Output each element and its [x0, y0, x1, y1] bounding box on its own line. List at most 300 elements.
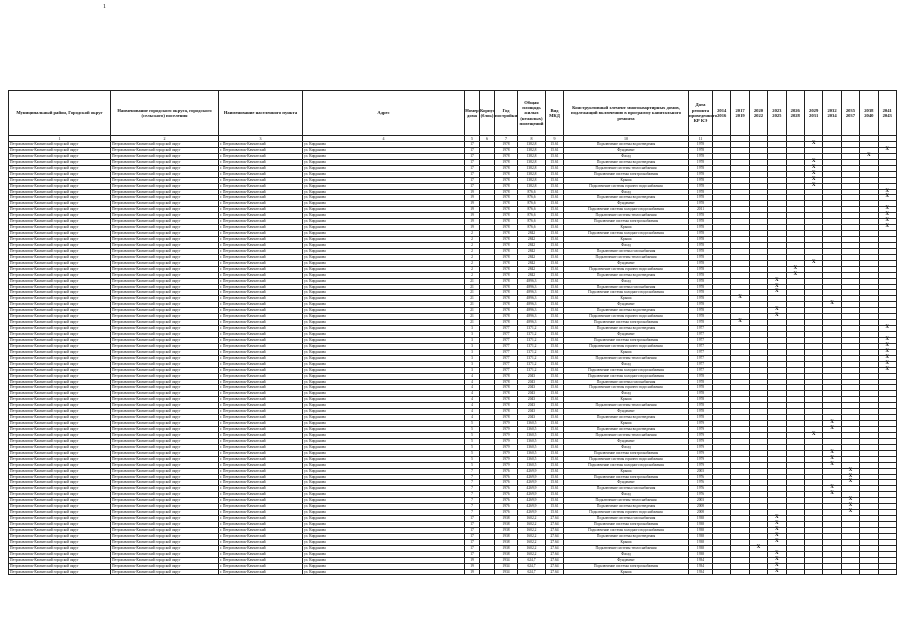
build-year-cell: 1978 [495, 373, 518, 379]
area-cell: 4896,3 [518, 302, 546, 308]
settlement-cell: Петропавловск-Камчатский городской округ [111, 242, 219, 248]
area-cell: 1360,5 [518, 438, 546, 444]
build-year-cell: 1978 [495, 284, 518, 290]
area-cell: 2043 [518, 397, 546, 403]
settlement-cell: Петропавловск-Камчатский городской округ [111, 349, 219, 355]
house-number-cell: 21 [465, 308, 480, 314]
municipal-district-cell: Петропавловск-Камчатский городской округ [9, 557, 111, 563]
municipal-district-cell: Петропавловск-Камчатский городской округ [9, 486, 111, 492]
municipal-district-cell: Петропавловск-Камчатский городской округ [9, 533, 111, 539]
house-number-cell: 4 [465, 373, 480, 379]
building-type-cell: 15.61 [546, 296, 564, 302]
house-number-cell: 17 [465, 516, 480, 522]
building-type-cell: 15.61 [546, 403, 564, 409]
column-header: Дата ремонта проведенного КР КЭ [689, 91, 713, 136]
house-number-cell: 5 [465, 456, 480, 462]
build-year-cell: 1978 [495, 201, 518, 207]
settlement-cell: Петропавловск-Камчатский городской округ [111, 527, 219, 533]
building-type-cell: 15.61 [546, 498, 564, 504]
period-mark-cell: X [768, 314, 786, 320]
address-cell: ул. Кирдянова [303, 349, 465, 355]
structural-element-cell: Подключение системы газоснабжения [564, 516, 689, 522]
structural-element-cell: Подключение системы горячего водоснабжения [564, 314, 689, 320]
area-cell: 1371,2 [518, 361, 546, 367]
house-number-cell: 7 [465, 468, 480, 474]
municipal-district-cell: Петропавловск-Камчатский городской округ [9, 415, 111, 421]
address-cell: ул. Кирдянова [303, 213, 465, 219]
building-type-cell: 15.61 [546, 492, 564, 498]
building-type-cell: 15.61 [546, 219, 564, 225]
house-number-cell: 5 [465, 432, 480, 438]
area-cell: 4896,3 [518, 308, 546, 314]
structural-element-cell: Подключение системы холодного водоснабжения [564, 231, 689, 237]
address-cell: ул. Кирдянова [303, 539, 465, 545]
locality-cell: г. Петропавловск-Камчатский [219, 385, 303, 391]
house-number-cell: 4 [465, 397, 480, 403]
period-cell [713, 569, 731, 575]
settlement-cell: Петропавловск-Камчатский городской округ [111, 510, 219, 516]
repair-date-cell: 2008 [689, 510, 713, 516]
area-cell: 2842 [518, 237, 546, 243]
building-type-cell: 15.61 [546, 385, 564, 391]
structural-element-cell: Фундамент [564, 260, 689, 266]
build-year-cell: 1976 [495, 510, 518, 516]
area-cell: 4269,9 [518, 504, 546, 510]
locality-cell: г. Петропавловск-Камчатский [219, 462, 303, 468]
settlement-cell: Петропавловск-Камчатский городской округ [111, 165, 219, 171]
house-number-cell: 21 [465, 284, 480, 290]
settlement-cell: Петропавловск-Камчатский городской округ [111, 569, 219, 575]
area-cell: 4269,9 [518, 480, 546, 486]
settlement-cell: Петропавловск-Камчатский городской округ [111, 159, 219, 165]
settlement-cell: Петропавловск-Камчатский городской округ [111, 320, 219, 326]
locality-cell: г. Петропавловск-Камчатский [219, 201, 303, 207]
locality-cell: г. Петропавловск-Камчатский [219, 254, 303, 260]
repair-date-cell: 1938 [689, 551, 713, 557]
area-cell: 4269,9 [518, 474, 546, 480]
building-type-cell: 15.61 [546, 153, 564, 159]
address-cell: ул. Кирдянова [303, 527, 465, 533]
house-number-cell: 7 [465, 510, 480, 516]
house-number-cell: 4 [465, 385, 480, 391]
repair-date-cell: 1979 [689, 432, 713, 438]
repair-date-cell: 1976 [689, 486, 713, 492]
column-header: Год постройки [495, 91, 518, 136]
area-cell: 2043 [518, 403, 546, 409]
locality-cell: г. Петропавловск-Камчатский [219, 438, 303, 444]
repair-date-cell: 1978 [689, 195, 713, 201]
repair-date-cell: 1979 [689, 444, 713, 450]
address-cell: ул. Кирдянова [303, 201, 465, 207]
house-number-cell: 2 [465, 248, 480, 254]
settlement-cell: Петропавловск-Камчатский городской округ [111, 183, 219, 189]
municipal-district-cell: Петропавловск-Камчатский городской округ [9, 153, 111, 159]
repair-date-cell: 2008 [689, 504, 713, 510]
house-number-cell: 21 [465, 314, 480, 320]
settlement-cell: Петропавловск-Камчатский городской округ [111, 302, 219, 308]
period-mark-cell: X [731, 320, 749, 326]
period-mark-cell: X [841, 468, 859, 474]
area-cell: 1602,2 [518, 516, 546, 522]
house-number-cell: 5 [465, 438, 480, 444]
structural-element-cell: Подключение системы электроснабжения [564, 474, 689, 480]
area-cell: 2043 [518, 409, 546, 415]
repair-date-cell: 1979 [689, 462, 713, 468]
municipal-district-cell: Петропавловск-Камчатский городской округ [9, 308, 111, 314]
build-year-cell: 1979 [495, 462, 518, 468]
build-year-cell: 1978 [495, 308, 518, 314]
structural-element-cell: Фасад [564, 153, 689, 159]
structural-element-cell: Подключение системы теплоснабжения [564, 355, 689, 361]
building-type-cell: 15.61 [546, 171, 564, 177]
build-year-cell: 1977 [495, 337, 518, 343]
repair-date-cell: 1979 [689, 421, 713, 427]
house-number-cell: 7 [465, 498, 480, 504]
structural-element-cell: Подключение системы водоотведения [564, 272, 689, 278]
area-cell: 1360,5 [518, 421, 546, 427]
period-mark-cell: X [768, 516, 786, 522]
house-number-cell: 5 [465, 427, 480, 433]
area-cell: 4896,3 [518, 314, 546, 320]
build-year-cell: 1938 [495, 545, 518, 551]
period-mark-cell: X [878, 337, 896, 343]
structural-element-cell: Подключение системы электроснабжения [564, 450, 689, 456]
structural-element-cell: Подключение системы холодного водоснабжения [564, 367, 689, 373]
house-number-cell: 19 [465, 213, 480, 219]
column-header: Муниципальный район, Городской округ [9, 91, 111, 136]
locality-cell: г. Петропавловск-Камчатский [219, 302, 303, 308]
settlement-cell: Петропавловск-Камчатский городской округ [111, 337, 219, 343]
period-mark-cell: X [804, 171, 822, 177]
period-mark-cell: X [768, 527, 786, 533]
area-cell: 1382,8 [518, 159, 546, 165]
period-mark-cell: X [768, 563, 786, 569]
building-type-cell: 15.61 [546, 302, 564, 308]
municipal-district-cell: Петропавловск-Камчатский городской округ [9, 409, 111, 415]
structural-element-cell: Подключение системы водоотведения [564, 427, 689, 433]
area-cell: 1602,2 [518, 545, 546, 551]
structural-element-cell: Подключение системы электроснабжения [564, 320, 689, 326]
area-cell: 2842 [518, 231, 546, 237]
period-mark-cell: X [768, 308, 786, 314]
area-cell: 4896,3 [518, 320, 546, 326]
house-number-cell: 19 [465, 189, 480, 195]
structural-element-cell: Подключение системы водоотведения [564, 142, 689, 148]
repair-date-cell: 1976 [689, 474, 713, 480]
address-cell: ул. Кирдянова [303, 557, 465, 563]
build-year-cell: 1938 [495, 522, 518, 528]
municipal-district-cell: Петропавловск-Камчатский городской округ [9, 385, 111, 391]
settlement-cell: Петропавловск-Камчатский городской округ [111, 397, 219, 403]
municipal-district-cell: Петропавловск-Камчатский городской округ [9, 195, 111, 201]
settlement-cell: Петропавловск-Камчатский городской округ [111, 207, 219, 213]
repair-date-cell: 1978 [689, 379, 713, 385]
address-cell: ул. Кирдянова [303, 563, 465, 569]
locality-cell: г. Петропавловск-Камчатский [219, 272, 303, 278]
structural-element-cell: Подключение системы холодного водоснабжения [564, 207, 689, 213]
municipal-district-cell: Петропавловск-Камчатский городской округ [9, 373, 111, 379]
settlement-cell: Петропавловск-Камчатский городской округ [111, 427, 219, 433]
building-type-cell: 15.61 [546, 231, 564, 237]
house-number-cell: 17 [465, 177, 480, 183]
structural-element-cell: Подключение системы водоотведения [564, 504, 689, 510]
municipal-district-cell: Петропавловск-Камчатский городской округ [9, 510, 111, 516]
build-year-cell: 1978 [495, 403, 518, 409]
area-cell: 2842 [518, 266, 546, 272]
municipal-district-cell: Петропавловск-Камчатский городской округ [9, 456, 111, 462]
settlement-cell: Петропавловск-Камчатский городской округ [111, 355, 219, 361]
municipal-district-cell: Петропавловск-Камчатский городской округ [9, 516, 111, 522]
column-number: 6 [480, 136, 495, 142]
address-cell: ул. Кирдянова [303, 278, 465, 284]
repair-date-cell: 1978 [689, 159, 713, 165]
building-type-cell: 15.61 [546, 432, 564, 438]
house-number-cell: 4 [465, 391, 480, 397]
settlement-cell: Петропавловск-Камчатский городской округ [111, 225, 219, 231]
house-number-cell: 17 [465, 171, 480, 177]
area-cell: 4896,3 [518, 284, 546, 290]
building-type-cell: 15.61 [546, 225, 564, 231]
locality-cell: г. Петропавловск-Камчатский [219, 237, 303, 243]
area-cell: 1360,5 [518, 456, 546, 462]
repair-date-cell: 1978 [689, 219, 713, 225]
repair-date-cell: 1978 [689, 296, 713, 302]
period-cell [804, 569, 822, 575]
municipal-district-cell: Петропавловск-Камчатский городской округ [9, 171, 111, 177]
area-cell: 876,6 [518, 195, 546, 201]
municipal-district-cell: Петропавловск-Камчатский городской округ [9, 504, 111, 510]
area-cell: 2043 [518, 379, 546, 385]
column-number: 3 [219, 136, 303, 142]
locality-cell: г. Петропавловск-Камчатский [219, 415, 303, 421]
municipal-district-cell: Петропавловск-Камчатский городской округ [9, 254, 111, 260]
area-cell: 4269,9 [518, 468, 546, 474]
repair-date-cell: 1978 [689, 225, 713, 231]
municipal-district-cell: Петропавловск-Камчатский городской округ [9, 421, 111, 427]
address-cell: ул. Кирдянова [303, 510, 465, 516]
column-number: 2 [111, 136, 219, 142]
address-cell: ул. Кирдянова [303, 159, 465, 165]
build-year-cell: 1978 [495, 159, 518, 165]
period-mark-cell: X [786, 266, 804, 272]
house-number-cell: 3 [465, 361, 480, 367]
locality-cell: г. Петропавловск-Камчатский [219, 177, 303, 183]
address-cell: ул. Кирдянова [303, 225, 465, 231]
house-number-cell: 21 [465, 296, 480, 302]
period-mark-cell: X [768, 290, 786, 296]
build-year-cell: 1977 [495, 361, 518, 367]
municipal-district-cell: Петропавловск-Камчатский городской округ [9, 361, 111, 367]
settlement-cell: Петропавловск-Камчатский городской округ [111, 361, 219, 367]
period-mark-cell: X [768, 533, 786, 539]
repair-date-cell: 1977 [689, 367, 713, 373]
municipal-district-cell: Петропавловск-Камчатский городской округ [9, 242, 111, 248]
column-header: Номер дома [465, 91, 480, 136]
locality-cell: г. Петропавловск-Камчатский [219, 337, 303, 343]
build-year-cell: 1976 [495, 480, 518, 486]
municipal-district-cell: Петропавловск-Камчатский городской округ [9, 355, 111, 361]
repair-date-cell: 1978 [689, 391, 713, 397]
period-mark-cell: X [878, 219, 896, 225]
building-type-cell: 15.61 [546, 254, 564, 260]
building-type-cell: 27.64 [546, 539, 564, 545]
build-year-cell: 1938 [495, 516, 518, 522]
building-type-cell: 15.61 [546, 272, 564, 278]
address-cell: ул. Кирдянова [303, 314, 465, 320]
period-mark-cell: X [823, 450, 841, 456]
build-year-cell: 1979 [495, 432, 518, 438]
area-cell: 1602,2 [518, 522, 546, 528]
house-number-cell: 7 [465, 504, 480, 510]
build-year-cell: 1976 [495, 468, 518, 474]
area-cell: 624,7 [518, 569, 546, 575]
settlement-cell: Петропавловск-Камчатский городской округ [111, 456, 219, 462]
building-type-cell: 15.61 [546, 278, 564, 284]
municipal-district-cell: Петропавловск-Камчатский городской округ [9, 403, 111, 409]
municipal-district-cell: Петропавловск-Камчатский городской округ [9, 296, 111, 302]
repair-date-cell: 1934 [689, 569, 713, 575]
repair-date-cell: 1978 [689, 231, 713, 237]
structural-element-cell: Крыша [564, 569, 689, 575]
period-cell [860, 569, 878, 575]
area-cell: 1371,2 [518, 367, 546, 373]
building-type-cell: 15.61 [546, 147, 564, 153]
address-cell: ул. Кирдянова [303, 391, 465, 397]
building-type-cell: 15.61 [546, 237, 564, 243]
building-type-cell: 15.61 [546, 409, 564, 415]
structural-element-cell: Крыша [564, 349, 689, 355]
municipal-district-cell: Петропавловск-Камчатский городской округ [9, 432, 111, 438]
area-cell: 876,6 [518, 225, 546, 231]
locality-cell: г. Петропавловск-Камчатский [219, 409, 303, 415]
area-cell: 2842 [518, 260, 546, 266]
municipal-district-cell: Петропавловск-Камчатский городской округ [9, 189, 111, 195]
period-mark-cell: X [841, 498, 859, 504]
house-number-cell: 2 [465, 254, 480, 260]
address-cell: ул. Кирдянова [303, 189, 465, 195]
locality-cell: г. Петропавловск-Камчатский [219, 527, 303, 533]
locality-cell: г. Петропавловск-Камчатский [219, 391, 303, 397]
column-header: 2017 2019 [731, 91, 749, 136]
repair-date-cell: 1978 [689, 254, 713, 260]
address-cell: ул. Кирдянова [303, 397, 465, 403]
repair-date-cell: 1978 [689, 242, 713, 248]
locality-cell: г. Петропавловск-Камчатский [219, 278, 303, 284]
area-cell: 624,7 [518, 557, 546, 563]
municipal-district-cell: Петропавловск-Камчатский городской округ [9, 147, 111, 153]
municipal-district-cell: Петропавловск-Камчатский городской округ [9, 551, 111, 557]
building-type-cell: 27.64 [546, 522, 564, 528]
house-number-cell: 4 [465, 379, 480, 385]
period-mark-cell: X [878, 367, 896, 373]
build-year-cell: 1978 [495, 219, 518, 225]
address-cell: ул. Кирдянова [303, 385, 465, 391]
structural-element-cell: Подключение системы электроснабжения [564, 219, 689, 225]
locality-cell: г. Петропавловск-Камчатский [219, 432, 303, 438]
address-cell: ул. Кирдянова [303, 403, 465, 409]
structural-element-cell: Фасад [564, 189, 689, 195]
area-cell: 1360,5 [518, 444, 546, 450]
settlement-cell: Петропавловск-Камчатский городской округ [111, 248, 219, 254]
structural-element-cell: Крыша [564, 421, 689, 427]
period-mark-cell: X [804, 165, 822, 171]
repair-date-cell: 1978 [689, 237, 713, 243]
structural-element-cell: Подключение системы холодного водоснабжения [564, 462, 689, 468]
area-cell: 1371,2 [518, 332, 546, 338]
address-cell: ул. Кирдянова [303, 498, 465, 504]
period-mark-cell: X [804, 260, 822, 266]
house-number-cell: 19 [465, 225, 480, 231]
period-mark-cell: X [768, 522, 786, 528]
period-mark-cell: X [768, 284, 786, 290]
building-type-cell: 27.64 [546, 551, 564, 557]
settlement-cell: Петропавловск-Камчатский городской округ [111, 308, 219, 314]
settlement-cell: Петропавловск-Камчатский городской округ [111, 266, 219, 272]
municipal-district-cell: Петропавловск-Камчатский городской округ [9, 438, 111, 444]
build-year-cell: 1976 [495, 498, 518, 504]
column-number: 11 [689, 136, 713, 142]
structural-element-cell: Подключение системы горячего водоснабжения [564, 456, 689, 462]
municipal-district-cell: Петропавловск-Камчатский городской округ [9, 545, 111, 551]
period-mark-cell: X [860, 153, 878, 159]
settlement-cell: Петропавловск-Камчатский городской округ [111, 260, 219, 266]
structural-element-cell: Крыша [564, 468, 689, 474]
locality-cell: г. Петропавловск-Камчатский [219, 444, 303, 450]
area-cell: 1360,5 [518, 432, 546, 438]
house-number-cell: 19 [465, 557, 480, 563]
address-cell: ул. Кирдянова [303, 326, 465, 332]
building-type-cell: 15.61 [546, 337, 564, 343]
address-cell: ул. Кирдянова [303, 147, 465, 153]
address-cell: ул. Кирдянова [303, 254, 465, 260]
building-type-cell: 15.61 [546, 367, 564, 373]
period-mark-cell: X [841, 480, 859, 486]
area-cell: 1371,2 [518, 337, 546, 343]
area-cell: 624,7 [518, 563, 546, 569]
repair-date-cell: 1978 [689, 373, 713, 379]
building-type-cell: 15.61 [546, 444, 564, 450]
house-number-cell: 17 [465, 153, 480, 159]
settlement-cell: Петропавловск-Камчатский городской округ [111, 177, 219, 183]
house-number-cell: 3 [465, 343, 480, 349]
municipal-district-cell: Петропавловск-Камчатский городской округ [9, 569, 111, 575]
repair-date-cell: 1977 [689, 343, 713, 349]
build-year-cell: 1978 [495, 207, 518, 213]
structural-element-cell: Подключение системы теплоснабжения [564, 545, 689, 551]
area-cell: 1602,2 [518, 533, 546, 539]
address-cell: ул. Кирдянова [303, 361, 465, 367]
settlement-cell: Петропавловск-Камчатский городской округ [111, 563, 219, 569]
structural-element-cell: Подключение системы теплоснабжения [564, 213, 689, 219]
locality-cell: г. Петропавловск-Камчатский [219, 171, 303, 177]
building-type-cell: 15.61 [546, 284, 564, 290]
structural-element-cell: Подключение системы водоотведения [564, 533, 689, 539]
structural-element-cell: Подключение системы водоотведения [564, 326, 689, 332]
structural-element-cell: Подключение системы теплоснабжения [564, 254, 689, 260]
structural-element-cell: Фасад [564, 551, 689, 557]
address-cell: ул. Кирдянова [303, 142, 465, 148]
locality-cell: г. Петропавловск-Камчатский [219, 367, 303, 373]
build-year-cell: 1978 [495, 171, 518, 177]
build-year-cell: 1978 [495, 320, 518, 326]
structural-element-cell: Фундамент [564, 332, 689, 338]
period-mark-cell: X [768, 557, 786, 563]
municipal-district-cell: Петропавловск-Камчатский городской округ [9, 480, 111, 486]
repair-date-cell: 1978 [689, 290, 713, 296]
locality-cell: г. Петропавловск-Камчатский [219, 320, 303, 326]
municipal-district-cell: Петропавловск-Камчатский городской округ [9, 272, 111, 278]
house-number-cell: 19 [465, 195, 480, 201]
